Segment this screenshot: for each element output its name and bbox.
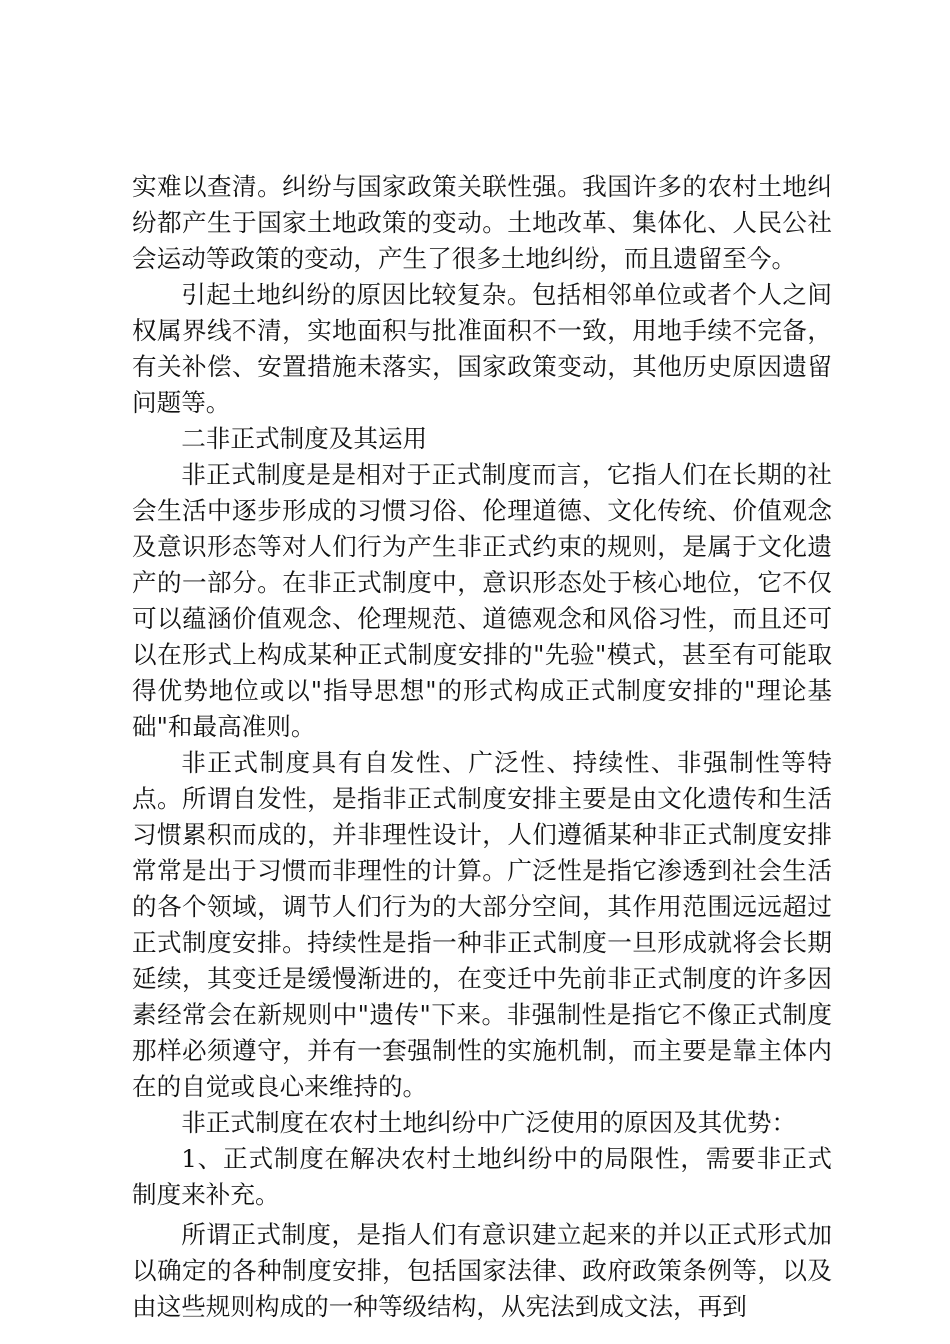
paragraph-formal-institution-definition: 所谓正式制度，是指人们有意识建立起来的并以正式形式加以确定的各种制度安排，包括国家法律、政府政策条例等，以及由这些规则构成的一种等级结构，从宪法到成文法，再到 <box>132 1220 832 1321</box>
paragraph-informal-institution-definition: 非正式制度是是相对于正式制度而言，它指人们在长期的社会生活中逐步形成的习惯习俗、伦理道德、文化传统、价值观念及意识形态等对人们行为产生非正式约束的规则，是属于文化遗产的一部分。在非正式制度中，意识形态处于核心地位，它不仅可以蕴涵价值观念、伦理规范、道德观念和风俗习性，而且还可以在形式上构成某种正式制度安排的"先验"模式，甚至有可能取得优势地位或以"指导思想"的形式构成正式制度安排的"理论基础"和最高准则。 <box>132 460 832 741</box>
paragraph-informal-institution-features: 非正式制度具有自发性、广泛性、持续性、非强制性等特点。所谓自发性，是指非正式制度安排主要是由文化遗传和生活习惯累积而成的，并非理性设计，人们遵循某种非正式制度安排常常是出于习惯而非理性的计算。广泛性是指它渗透到社会生活的各个领域，调节人们行为的大部分空间，其作用范围远远超过正式制度安排。持续性是指一种非正式制度一旦形成就将会长期延续，其变迁是缓慢渐进的，在变迁中先前非正式制度的许多因素经常会在新规则中"遗传"下来。非强制性是指它不像正式制度那样必须遵守，并有一套强制性的实施机制，而主要是靠主体内在的自觉或良心来维持的。 <box>132 748 832 1101</box>
paragraph-reasons-heading: 非正式制度在农村土地纠纷中广泛使用的原因及其优势： <box>181 1108 797 1137</box>
paragraph-numbered-point-1: 1、正式制度在解决农村土地纠纷中的局限性，需要非正式制度来补充。 <box>132 1144 832 1209</box>
document-body <box>132 169 832 1325</box>
paragraph-continuation: 实难以查清。纠纷与国家政策关联性强。我国许多的农村土地纠纷都产生于国家土地政策的变动。土地改革、集体化、人民公社会运动等政策的变动，产生了很多土地纠纷，而且遗留至今。 <box>132 172 832 273</box>
paragraph-dispute-causes: 引起土地纠纷的原因比较复杂。包括相邻单位或者个人之间权属界线不清，实地面积与批准面积不一致，用地手续不完备，有关补偿、安置措施未落实，国家政策变动，其他历史原因遗留问题等。 <box>132 280 832 417</box>
section-heading: 二非正式制度及其运用 <box>181 424 428 453</box>
